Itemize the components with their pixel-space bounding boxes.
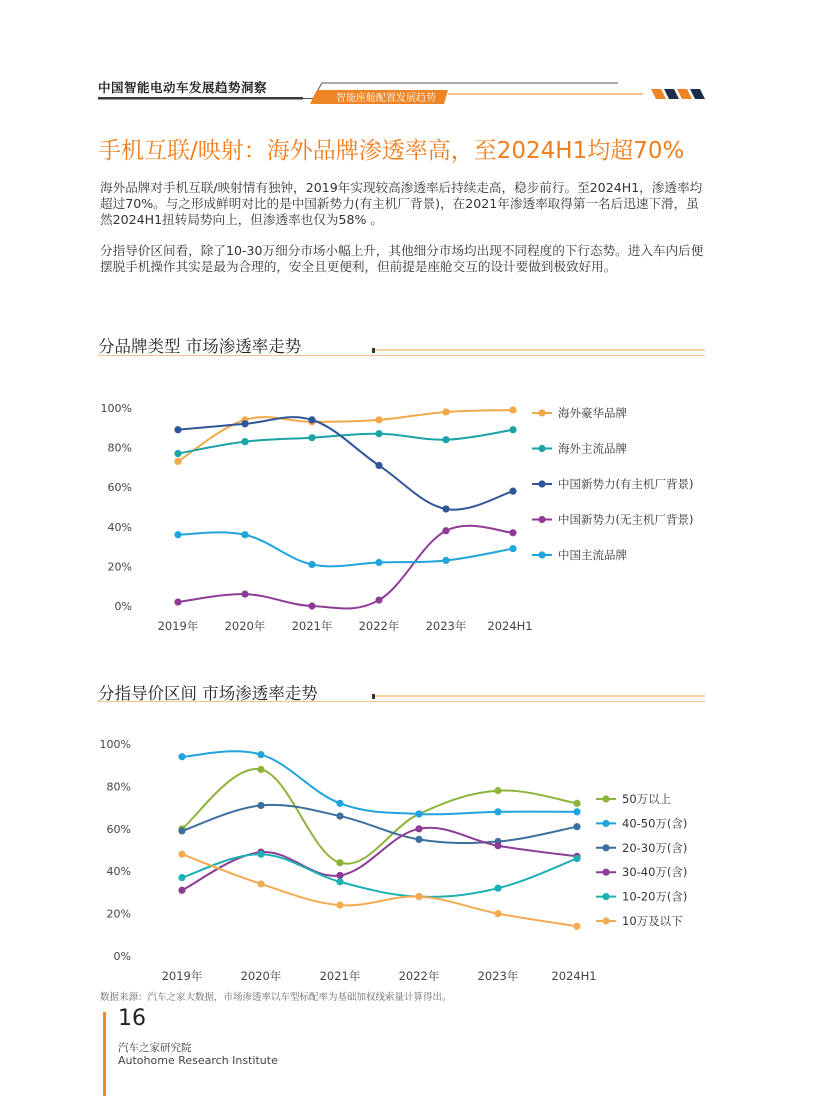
data-point [573,853,580,860]
x-tick-label: 2023年 [425,619,467,633]
data-point [494,787,501,794]
data-point [308,434,315,441]
section-title-brand: 分品牌类型 市场渗透率走势 [98,337,302,356]
y-tick-label: 40% [106,865,131,879]
series-line [182,769,577,864]
data-point [375,430,382,437]
data-point [415,810,422,817]
data-point [174,426,181,433]
series-line [178,532,513,566]
data-point [336,812,343,819]
data-point [241,420,248,427]
data-point [241,438,248,445]
section-title-price: 分指导价区间 市场渗透率走势 [98,684,318,703]
legend-marker [538,409,545,416]
data-point [257,802,264,809]
data-point [494,808,501,815]
data-point [178,874,185,881]
legend-label: 50万以上 [622,792,672,806]
data-point [509,545,516,552]
data-point [494,838,501,845]
y-tick-label: 60% [107,481,132,495]
legend-label: 中国新势力(无主机厂背景) [558,512,694,527]
data-point [442,557,449,564]
data-point [573,808,580,815]
x-tick-label: 2024H1 [487,619,533,633]
legend-label: 10万及以下 [622,914,683,928]
data-point [509,529,516,536]
org-name-cn: 汽车之家研究院 [118,1042,192,1054]
legend-marker [602,795,609,802]
data-point [415,836,422,843]
header-title: 中国智能电动车发展趋势洞察 [98,80,268,95]
legend-label: 30-40万(含) [622,865,688,880]
series-line [178,410,513,461]
data-point [257,851,264,858]
data-point [308,561,315,568]
data-point [509,426,516,433]
data-point [174,598,181,605]
data-point [442,436,449,443]
series-line [178,430,513,454]
legend-label: 海外豪华品牌 [558,406,627,420]
x-tick-label: 2022年 [398,969,440,983]
data-point [494,885,501,892]
data-point [375,559,382,566]
legend-marker [602,869,609,876]
data-point [241,531,248,538]
data-point [257,849,264,856]
org-name-en: Autohome Research Institute [118,1054,278,1067]
data-point [178,827,185,834]
series-line [178,526,513,609]
data-point [241,591,248,598]
series-line [182,854,577,897]
data-point [336,872,343,879]
data-point [257,751,264,758]
x-tick-label: 2019年 [161,969,203,983]
data-point [336,800,343,807]
x-tick-label: 2022年 [358,619,400,633]
legend-label: 中国主流品牌 [558,548,627,562]
page-title: 手机互联/映射：海外品牌渗透率高，至2024H1均超70% [98,138,685,164]
series-line [178,417,513,510]
data-point [178,825,185,832]
x-tick-label: 2021年 [319,969,361,983]
data-point [573,800,580,807]
series-line [182,854,577,926]
data-point [241,416,248,423]
series-line [182,828,577,890]
data-point [308,416,315,423]
y-tick-label: 40% [107,520,132,534]
legend-marker [538,480,545,487]
data-point [573,855,580,862]
y-tick-label: 0% [114,600,132,613]
data-point [442,505,449,512]
data-point [509,406,516,413]
data-point [174,450,181,457]
x-tick-label: 2019年 [157,619,199,633]
y-tick-label: 100% [100,402,132,415]
data-point [308,602,315,609]
legend-marker [538,516,545,523]
x-tick-label: 2020年 [240,969,282,983]
data-point [573,923,580,930]
page-number: 16 [118,1006,146,1031]
data-point [415,810,422,817]
y-tick-label: 60% [106,822,131,836]
data-point [257,766,264,773]
y-tick-label: 0% [113,950,131,963]
x-tick-label: 2020年 [224,619,266,633]
data-point [174,458,181,465]
data-point [415,893,422,900]
y-tick-label: 80% [107,441,132,455]
footer-accent-bar [103,1012,106,1096]
data-point [415,825,422,832]
data-point [573,823,580,830]
legend-marker [602,893,609,900]
legend-label: 海外主流品牌 [558,441,627,456]
y-tick-label: 100% [99,738,131,751]
data-point [336,859,343,866]
data-point [375,462,382,469]
y-tick-label: 20% [107,560,132,574]
legend-marker [538,551,545,558]
page-header [98,78,706,108]
data-point [375,596,382,603]
data-point [494,910,501,917]
x-tick-label: 2021年 [291,619,333,633]
y-tick-label: 80% [106,780,131,794]
data-point [375,416,382,423]
paragraph-2: 分指导价区间看，除了10-30万细分市场小幅上升，其他细分市场均出现不同程度的下行态势。进入车内后便摆脱手机操作其实是最为合理的，安全且更便利，但前提是座舱交互的设计要做到极致好用。 [100,243,704,274]
x-tick-label: 2023年 [477,969,519,983]
legend-marker [602,917,609,924]
data-point [178,887,185,894]
data-point [178,851,185,858]
data-point [415,893,422,900]
data-point [336,878,343,885]
data-point [442,408,449,415]
legend-marker [538,445,545,452]
x-tick-label: 2024H1 [551,969,597,983]
data-point [494,842,501,849]
legend-marker [602,820,609,827]
data-point [336,902,343,909]
data-point [174,531,181,538]
series-line [182,751,577,814]
data-point [308,418,315,425]
data-point [257,880,264,887]
legend-marker [602,844,609,851]
header-subtitle: 智能座舱配置发展趋势 [336,93,436,104]
series-line [182,805,577,843]
data-point [509,488,516,495]
legend-label: 10-20万(含) [622,889,688,904]
y-tick-label: 20% [106,907,131,921]
legend-label: 中国新势力(有主机厂背景) [558,477,694,491]
data-source-note: 数据来源：汽车之家大数据，市场渗透率以车型标配率为基础加权线索量计算得出。 [100,992,452,1003]
legend-label: 20-30万(含) [622,840,688,855]
paragraph-1: 海外品牌对手机互联/映射情有独钟，2019年实现较高渗透率后持续走高，稳步前行。至2024H1，渗透率均超过70%。与之形成鲜明对比的是中国新势力(有主机厂背景)，在2021年渗透率取得第一名后迅速下滑，虽然2024H1扭转局势向上，但渗透率也仅为58% 。 [100,180,703,227]
data-point [442,527,449,534]
legend-label: 40-50万(含) [622,816,688,831]
data-point [178,753,185,760]
